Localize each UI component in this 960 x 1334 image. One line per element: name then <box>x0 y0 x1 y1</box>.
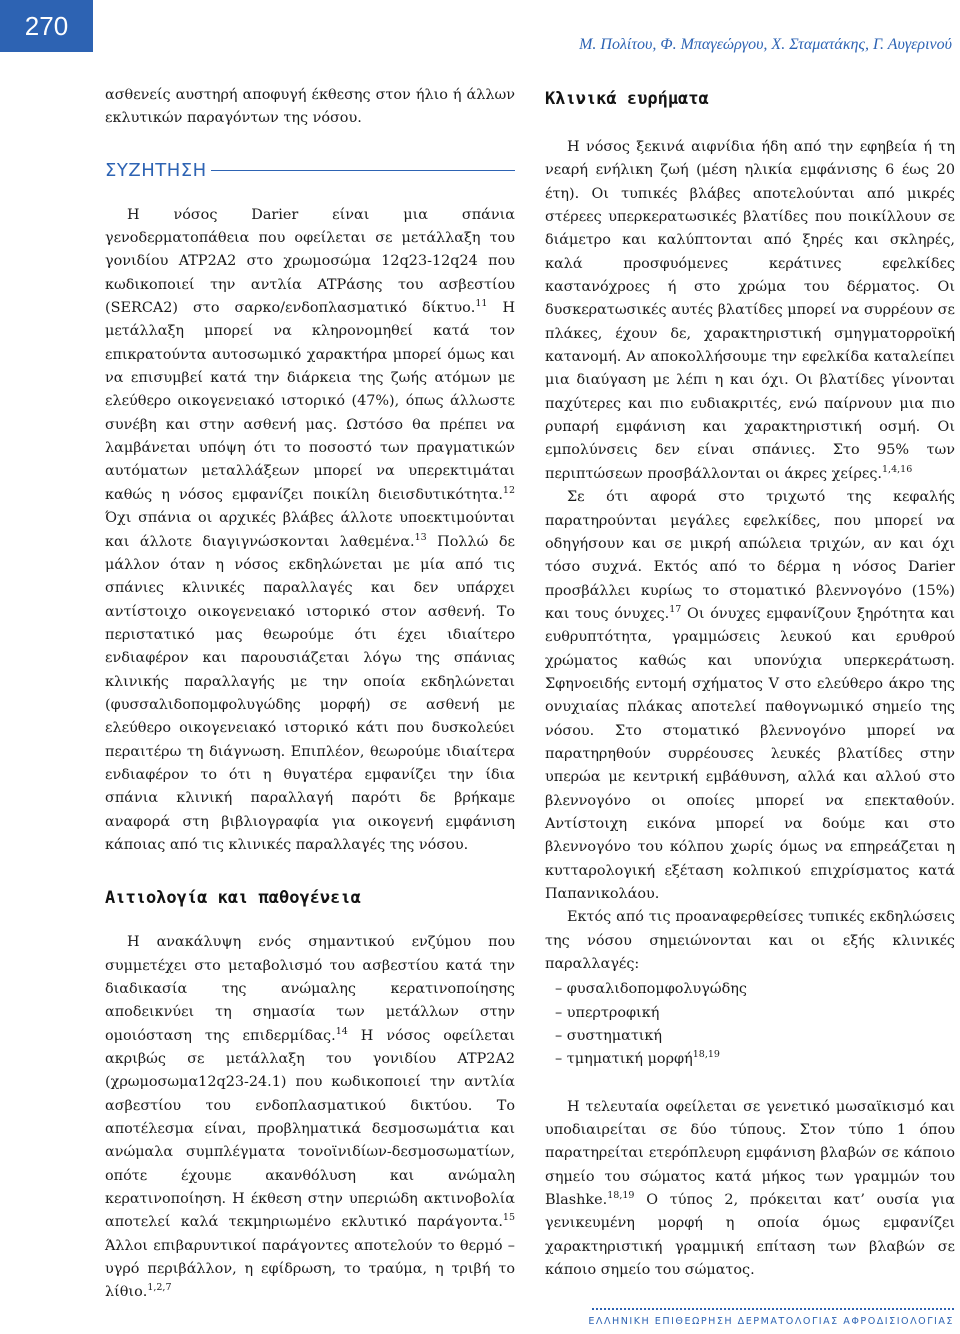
etiology-paragraph: Η ανακάλυψη ενός σημαντικού ενζύμου που συμμετέχει στο μεταβολισμό του ασβεστίου κατά την διαδικασία της ανώμαλης κερατινοποίησης αποδεικνύει τη σημασία των μετάλλων στην ομοιόσταση της επιδερμίδας.$^{14}$ Η νόσος οφείλεται ακριβώς σε μετάλλαξη του γονιδίου ATP2A2 (χρωμοσωμα12q23-24.1) που κωδικοποιεί την αντλία ασβεστίου του ενδοπλασματικού δικτύου. Το αποτέλεσμα είναι, προβληματικά δεσμοσωμάτια και ανώμαλα συμπλέγματα τονοϊνιδίων-δεσμοσωματίων, οπότε έχουμε ακανθόλυση και ανώμαλη κερατινοποίηση. Η έκθεση στην υπεριώδη ακτινοβολία αποτελεί καλά τεκμηριωμένο εκλυτικό παράγοντα.$^{15}$ Άλλοι επιβαρυντικοί παράγοντες αποτελούν το θερμό –υγρό περιβάλλον, η εφίδρωση, το τραύμα, η τριβή το λίθιο.$^{1,2,7}$ <box>105 934 516 1301</box>
subsection-heading-etiology: Αιτιολογία και παθογένεια <box>105 888 361 909</box>
list-item: – συστηματική <box>555 1028 663 1045</box>
list-item: – φυσαλιδοπομφολυγώδης <box>555 981 747 998</box>
citation: 18,19 <box>607 1190 635 1202</box>
citation: 18,19 <box>692 1049 720 1061</box>
section-heading-discussion <box>105 160 515 182</box>
citation: 12 <box>502 484 515 496</box>
intro-paragraph: ασθενείς αυστηρή αποφυγή έκθεσης στον ήλιο ή άλλων εκλυτικών παραγόντων της νόσου. <box>105 87 515 127</box>
citation: 1,4,16 <box>882 463 913 475</box>
citation: 11 <box>475 298 488 310</box>
clinical-paragraph-2: Σε ότι αφορά στο τριχωτό της κεφαλής παρατηρούνται μεγάλες εφελκίδες, που μπορεί να οδηγήσουν και σε μικρή απώλεια τριχών, αν και όχι τόσο συχνά. Εκτός από το δέρμα η νόσος Darier προσβάλλει κυρίως το στοματικό βλεννογόνο (15%) και τους όνυχες.$^{17}$ Οι όνυχες εμφανίζουν ξηρότητα και ευθρυπτότητα, γραμμώσεις λευκού και ερυθρού χρώματος καθώς και υπονύχια υπερκεράτωση. Σφηνοειδής εντομή σχήματος V στο ελεύθερο άκρο της ονυχιαίας πλάκας αποτελεί παθογνωμικό σημείο της νόσου. Στο στοματικό βλεννογόνο μπορεί να παρατηρηθούν συρρέουσες λευκές βλατίδες στην υπερώα με κεντρική εμβάθυνση, αλλά και αλλού στο βλεννογόνο οι οποίες μπορεί να επεκταθούν. Αντίστοιχη εικόνα μπορεί να δούμε και στο βλεννογόνο του κόλπου χωρίς όμως να επηρεάζεται η κυτταρολογική εξέταση κολπικού επιχρίσματος κατά Παπανικολάου. <box>545 489 956 902</box>
left-column <box>105 84 515 1305</box>
subsection-heading-clinical: Κλινικά ευρήματα <box>545 89 709 109</box>
citation: 15 <box>502 1212 515 1224</box>
clinical-paragraph-4: Η τελευταία οφείλεται σε γενετικό μωσαϊκισμό και υποδιαιρείται σε δύο τύπους. Στον τύπο 1 όπου παρατηρείται ετερόπλευρη εμφάνιση βλαβών σε κάποιο σημείο του σώματος κατά μήκος των γραμμών του Blashke.$^{18,19}$ Ο τύπος 2, πρόκειται κατ’ ουσία για γενικευμένη μορφή η οποία όμως εμφανίζει χαρακτηριστική γραμμική επίταση των βλαβών σε κάποιο σημείο του σώματος. <box>545 1098 955 1279</box>
journal-footer: ΕΛΛΗΝΙΚΗ ΕΠΙΘΕΩΡΗΣΗ ΔΕΡΜΑΤΟΛΟΓΙΑΣ ΑΦΡΟΔΙΣΙΟΛΟΓΙΑΣ <box>588 1316 954 1327</box>
list-item: – τμηματική μορφή$^{18,19}$ <box>555 1049 720 1068</box>
section-heading-rule <box>211 170 515 171</box>
citation: 17 <box>669 603 682 615</box>
citation: 1,2,7 <box>147 1282 172 1294</box>
running-header-authors: Μ. Πολίτου, Φ. Μπαγεώργου, Χ. Σταματάκης, Γ. Αυγερινού <box>579 36 952 53</box>
variant-list <box>545 978 955 1071</box>
footer-dotted-rule <box>592 1308 954 1310</box>
clinical-paragraph-1: Η νόσος ξεκινά αιφνίδια ήδη από την εφηβεία ή τη νεαρή ενήλικη ζωή (μέση ηλικία εμφάνισης 6 έως 20 έτη). Οι τυπικές βλάβες αποτελούνται από μικρές στέρεες υπερκερατωσικές βλατίδες που ποικίλλουν σε διάμετρο και καλύπτονται από ξηρές και σκληρές, καλά προσφυόμενες κεράτινες εφελκίδες καστανόχροες ή στο χρώμα του δέρματος. Οι δυσκερατωσικές αυτές βλατίδες μπορεί να συρρέουν σε πλάκες, έχουν δε, χαρακτηριστική σμηγματορροϊκή κατανομή. Αν αποκολλήσουμε την εφελκίδα καταλείπει μια διαύγαση με λέπι η και όχι. Οι βλατίδες γίνονται παχύτερες και πιο ευδιακριτές, ενώ παίρνουν μια πιο ρυπαρή εμφάνιση και χαρακτηριστική οσμή. Οι εμπολύνσεις δεν είναι σπάνιες. Στο 95% των περιπτώσεων προσβάλλονται οι άκρες χείρες.$^{1,4,16}$ <box>545 139 955 482</box>
page-number: 270 <box>0 0 93 52</box>
section-heading-text: ΣΥΖΗΤΗΣΗ <box>105 159 207 181</box>
clinical-paragraph-3: Εκτός από τις προαναφερθείσες τυπικές εκδηλώσεις της νόσου σημειώνονται και οι εξής κλινικές παραλλαγές: <box>545 909 955 973</box>
right-column <box>545 88 955 1283</box>
list-item: – υπερτροφική <box>555 1004 660 1021</box>
citation: 14 <box>335 1025 348 1037</box>
discussion-paragraph: Η νόσος Darier είναι μια σπάνια γενοδερματοπάθεια που οφείλεται σε μετάλλαξη του γονιδίου ATP2A2 στο χρωμοσώμα 12q23-12q24 που κωδικοποιεί την αντλία ATPάσης του ασβεστίου (SERCA2) στο σαρκο/ενδοπλασματικό δίκτυο.$^{11}$ Η μετάλλαξη μπορεί να κληρονομηθεί κατά τον επικρατούντα αυτοσωμικό χαρακτήρα μπορεί όμως και να επισυμβεί κατά την διάρκεια της ζωής ατόμων με ελεύθερο οικογενειακό ιστορικό (47%), όπως άλλωστε συνέβη και στην ασθενή μας. Ωστόσο θα πρέπει να λαμβάνεται υπόψη ότι το ποσοστό των πραγματικών αυτόματων μεταλλάξεων μπορεί να υπερεκτιμάται καθώς η νόσος εμφανίζει ποικίλη διεισδυτικότητα.$^{12}$ Όχι σπάνια οι αρχικές βλάβες άλλοτε υποεκτιμούνται και άλλοτε διαγιγνώσκονται λαθεμένα.$^{13}$ Πολλώ δε μάλλον όταν η νόσος εκδηλώνεται με μία από τις σπάνιες κλινικές παραλλαγές και δεν υπάρχει αντίστοιχο οικογενειακό ιστορικό στον ασθενή. Το περιστατικό μας θεωρούμε ότι έχει ιδιαίτερο ενδιαφέρον και παρουσιάζεται λόγω της σπάνιας κλινικής παραλλαγής με την οποία εκδηλώνεται (φυσσαλιδοπομφολυγώδης μορφή) σε ασθενή με ελεύθερο οικογενειακό ιστορικό κάτι που δυσκολεύει περαιτέρω τη διάγνωση. Επιπλέον, θεωρούμε ιδιαίτερα ενδιαφέρον το ότι η θυγατέρα εμφανίζει την ίδια σπάνια κλινική παραλλαγή παρότι δε βρήκαμε αναφορά στη βιβλιογραφία για οικογενή εμφάνιση κάποιας από τις κλινικές παραλλαγές της νόσου. <box>105 206 515 853</box>
citation: 13 <box>414 531 427 543</box>
